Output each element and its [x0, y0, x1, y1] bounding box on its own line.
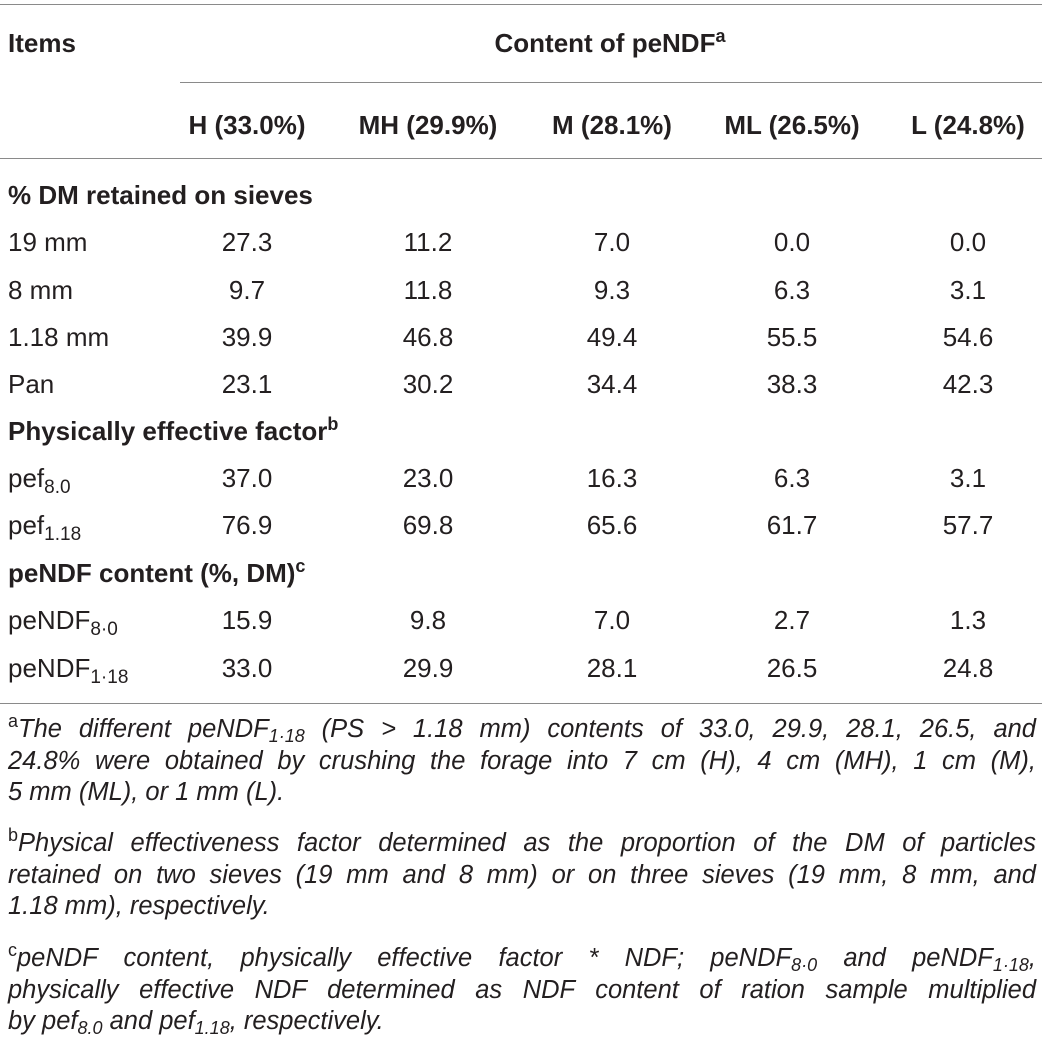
table-cell: 9.3	[593, 275, 631, 305]
section-title-pef: Physically effective factor$^b$	[8, 414, 339, 446]
section-title-pendf: peNDF content (%, DM)$^c$	[8, 556, 306, 588]
items-header: Items	[8, 28, 76, 58]
column-header-m: M (28.1%)	[552, 110, 672, 140]
table-cell: 16.3	[586, 463, 638, 493]
footnote-b-line-1: $^b$Physical effectiveness factor determined as the proportion of the DM of particles	[8, 825, 1036, 857]
table-cell: 26.5	[766, 653, 818, 683]
table-cell: 11.8	[403, 275, 453, 305]
table-cell: 29.9	[402, 653, 454, 683]
table-cell: 38.3	[766, 369, 818, 399]
row-label: pef$_{8.0}$	[8, 463, 71, 498]
footnote-b-line-3: 1.18 mm), respectively.	[8, 892, 270, 920]
table-cell: 33.0	[221, 653, 273, 683]
row-label: peNDF$_{8\cdot 0}$	[8, 605, 118, 640]
table-cell: 37.0	[221, 463, 273, 493]
column-header-mh: MH (29.9%)	[358, 110, 498, 140]
footnote-a-line-1: $^a$The different peNDF$_{1\cdot 18}$ (PS > 1.18 mm) contents of 33.0, 29.9, 28.1, 26.5, and	[8, 711, 1036, 746]
footnote-c-line-2: physically effective NDF determined as NDF content of ration sample multiplied	[8, 975, 1036, 1004]
table-cell: 7.0	[593, 227, 631, 257]
row-label: peNDF$_{1\cdot 18}$	[8, 653, 129, 688]
table-cell: 54.6	[942, 322, 994, 352]
table-cell: 2.7	[773, 605, 811, 635]
table-cell: 7.0	[593, 605, 631, 635]
group-header: Content of peNDF$^a$	[494, 26, 726, 58]
table-cell: 3.1	[949, 463, 987, 493]
section-title-sieves: % DM retained on sieves	[8, 180, 313, 210]
table-cell: 3.1	[949, 275, 987, 305]
column-header-ml: ML (26.5%)	[724, 110, 860, 140]
table-cell: 42.3	[942, 369, 994, 399]
top-rule	[0, 4, 1042, 5]
row-label: 1.18 mm	[8, 322, 110, 352]
footnote-b-line-2: retained on two sieves (19 mm and 8 mm) or on three sieves (19 mm, 8 mm, and	[8, 860, 1036, 889]
footnote-b	[8, 825, 1036, 923]
row-label: 8 mm	[8, 275, 73, 305]
table-cell: 30.2	[402, 369, 454, 399]
table-cell: 27.3	[221, 227, 273, 257]
footnote-c-line-3: by pef$_{8.0}$ and pef$_{1.18}$, respectively.	[8, 1007, 384, 1038]
column-header-l: L (24.8%)	[911, 110, 1025, 140]
table-cell: 69.8	[402, 510, 454, 540]
table-bottom-rule	[0, 703, 1042, 704]
table-cell: 6.3	[773, 275, 811, 305]
row-label: Pan	[8, 369, 55, 399]
header-bottom-rule	[0, 158, 1042, 159]
table-cell: 76.9	[221, 510, 273, 540]
footnote-a	[8, 711, 1036, 809]
table-cell: 11.2	[403, 227, 453, 257]
table-cell: 55.5	[766, 322, 818, 352]
table-cell: 1.3	[949, 605, 987, 635]
group-header-rule	[180, 82, 1042, 83]
table-cell: 9.8	[409, 605, 447, 635]
footnote-a-line-2: 24.8% were obtained by crushing the forage into 7 cm (H), 4 cm (MH), 1 cm (M),	[8, 746, 1036, 775]
table-cell: 15.9	[221, 605, 273, 635]
row-label: 19 mm	[8, 227, 88, 257]
table-cell: 57.7	[942, 510, 994, 540]
footnote-c-line-1: $^c$peNDF content, physically effective factor * NDF; peNDF$_{8\cdot 0}$ and peNDF$_{1\cdot 18}$,	[8, 940, 1036, 975]
footnote-c	[8, 940, 1036, 1038]
table-cell: 0.0	[949, 227, 987, 257]
table-cell: 6.3	[773, 463, 811, 493]
table-cell: 24.8	[942, 653, 994, 683]
row-label: pef$_{1.18}$	[8, 510, 82, 545]
column-header-h: H (33.0%)	[188, 110, 306, 140]
table-cell: 61.7	[766, 510, 818, 540]
table-cell: 9.7	[228, 275, 266, 305]
table-cell: 39.9	[221, 322, 273, 352]
footnote-a-line-3: 5 mm (ML), or 1 mm (L).	[8, 778, 285, 806]
table-cell: 65.6	[586, 510, 638, 540]
table-cell: 34.4	[586, 369, 638, 399]
table-cell: 23.1	[221, 369, 273, 399]
table-cell: 49.4	[586, 322, 638, 352]
table-cell: 23.0	[402, 463, 454, 493]
table-cell: 0.0	[773, 227, 811, 257]
table-cell: 28.1	[586, 653, 638, 683]
table-cell: 46.8	[402, 322, 454, 352]
